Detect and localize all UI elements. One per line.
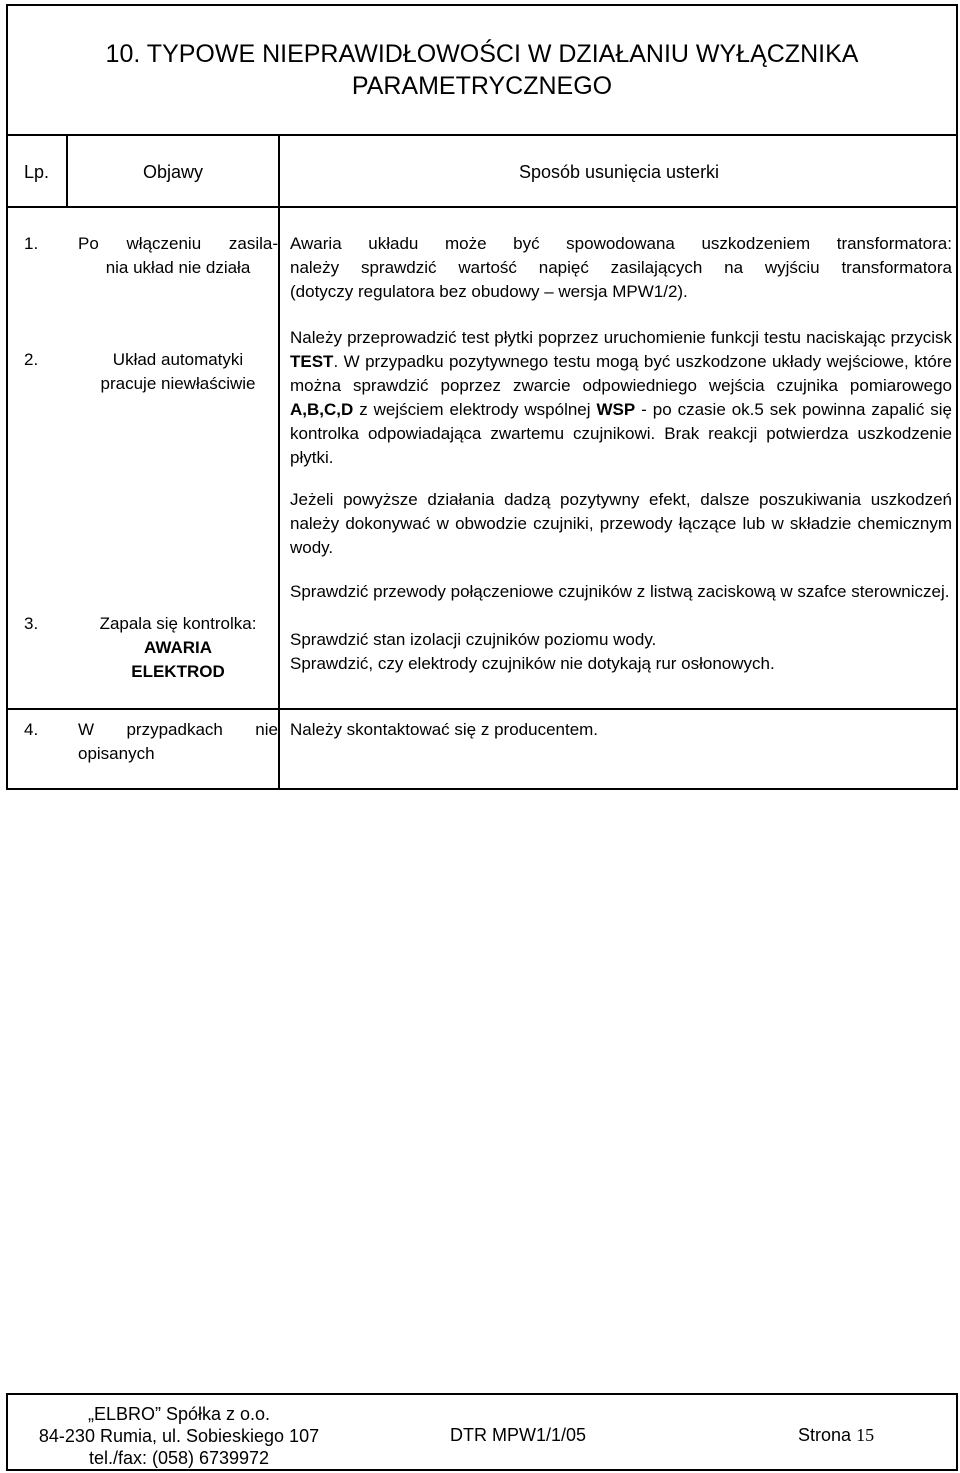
document-title (6, 4, 958, 136)
document-code: DTR MPW1/1/05 (450, 1425, 587, 1445)
row3-lp: 3. (24, 614, 39, 633)
page-footer (6, 1393, 958, 1471)
row4-symptom-line2: opisanych (78, 744, 155, 763)
row2-symptom-line1: Układ automatyki (112, 350, 244, 369)
row2-lp: 2. (24, 350, 39, 369)
company-phone: tel./fax: (058) 6739972 (88, 1448, 270, 1468)
company-info (14, 1403, 344, 1469)
troubleshooting-table (6, 136, 958, 790)
page-indicator (798, 1425, 874, 1446)
row4-symptom-line1: W przypadkach nie (78, 720, 278, 739)
header-lp: Lp. (24, 162, 50, 182)
row4-fix: Należy skontaktować się z producentem. (290, 720, 599, 739)
title-line-1: 10. TYPOWE NIEPRAWIDŁOWOŚCI W DZIAŁANIU WYŁĄCZNIKA (105, 40, 859, 68)
wsp-label: WSP (596, 400, 636, 419)
row2-fix-paragraph-2: Jeżeli powyższe działania dadzą pozytywny efekt, dalsze poszukiwania uszkodzeń należy dokonywać w obwodzie czujniki, przewody łączące lub w składzie chemicznym wody. (290, 490, 952, 557)
header-symptoms: Objawy (142, 162, 204, 182)
row1-fix-line2: należy sprawdzić wartość napięć zasilających na wyjściu transformatora (290, 258, 952, 277)
page-number: 15 (856, 1425, 875, 1445)
row1-lp: 1. (24, 234, 39, 253)
company-name: „ELBRO” Spółka z o.o. (87, 1404, 271, 1424)
test-button-label: TEST (290, 352, 334, 371)
row1-fix-line1: Awaria układu może być spowodowana uszkodzeniem transformatora: (290, 234, 952, 253)
row3-symptom-line2: AWARIA (144, 638, 212, 657)
row3-fix-item-3: Sprawdzić, czy elektrody czujników nie dotykają rur osłonowych. (290, 654, 775, 673)
col-divider-fix (278, 136, 280, 788)
company-address: 84-230 Rumia, ul. Sobieskiego 107 (38, 1426, 320, 1446)
row1-fix-line3: (dotyczy regulatora bez obudowy – wersja MPW1/2). (290, 282, 688, 301)
row2-fix-paragraph-1: Należy przeprowadzić test płytki poprzez uruchomienie funkcji testu naciskając przycisk TEST. W przypadku pozytywnego testu mogą być uszkodzone układy wejściowe, które można sprawdzić poprzez zwarcie odpowiedniego wejścia czujnika pomiarowego A,B,C,D z wejściem elektrody wspólnej WSP - po czasie ok.5 sek powinna zapalić się kontrolka odpowiadająca zwartemu czujnikowi. Brak reakcji potwierdza uszkodzenie płytki. (290, 328, 952, 467)
page-label: Strona (798, 1425, 852, 1445)
row3-fix-item-1: Sprawdzić przewody połączeniowe czujników z listwą zaciskową w szafce sterowniczej. (290, 582, 950, 601)
sensor-inputs-label: A,B,C,D (290, 400, 354, 419)
row4-lp: 4. (24, 720, 39, 739)
row1-symptom-line1: Po włączeniu zasila- (78, 234, 278, 253)
row3-fix-item-2: Sprawdzić stan izolacji czujników poziomu wody. (290, 630, 657, 649)
row3-symptom-line1: Zapala się kontrolka: (99, 614, 257, 633)
row4-divider (8, 708, 956, 710)
header-divider (8, 206, 956, 208)
row3-symptom-line3: ELEKTROD (131, 662, 225, 681)
header-fix: Sposób usunięcia usterki (518, 162, 720, 182)
row2-symptom-line2: pracuje niewłaściwie (100, 374, 256, 393)
title-line-2: PARAMETRYCZNEGO (351, 72, 613, 100)
row1-symptom-line2: nia układ nie działa (105, 258, 251, 277)
